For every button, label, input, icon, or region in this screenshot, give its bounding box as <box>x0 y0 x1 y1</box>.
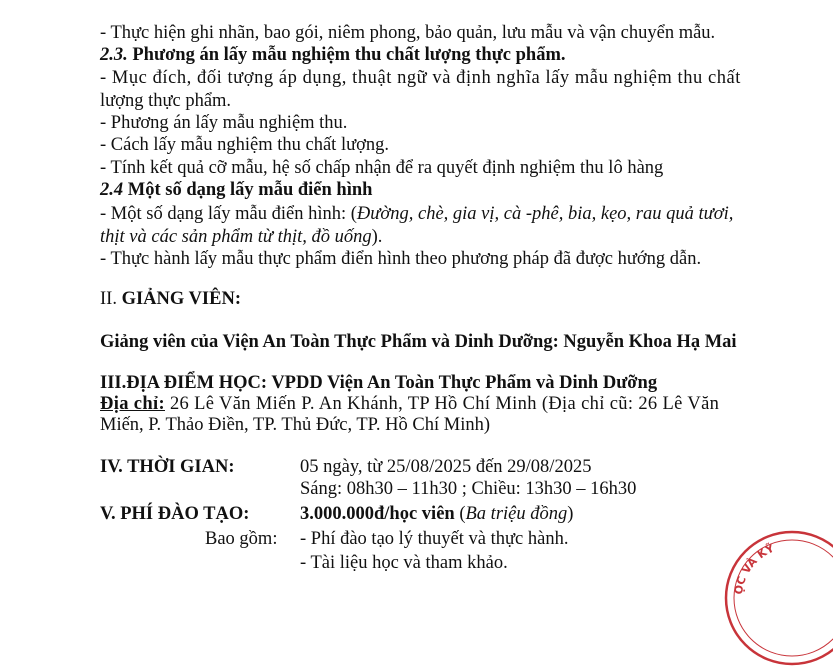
section-2-3-title: Phương án lấy mẫu nghiệm thu chất lượng thực phẩm. <box>132 45 566 65</box>
section-2-3-heading <box>100 44 566 66</box>
section-4-dates: 05 ngày, từ 25/08/2025 đến 29/08/2025 <box>300 457 592 477</box>
section-2-4-number: 2.4 <box>100 180 124 200</box>
fee-in-words: Ba triệu đồng <box>465 504 568 524</box>
bullet-sampling-method: - Cách lấy mẫu nghiệm thu chất lượng. <box>100 135 390 155</box>
section-2-title: GIẢNG VIÊN: <box>121 289 241 309</box>
section-4-hours: Sáng: 08h30 – 11h30 ; Chiều: 13h30 – 16h30 <box>300 479 637 499</box>
address-line1 <box>100 393 719 415</box>
section-2-4-heading <box>100 179 372 201</box>
bullet-typical-forms-line1 <box>100 203 733 225</box>
svg-text:ỌC VÀ KỸ <box>732 541 777 595</box>
bullet-sample-size: - Tính kết quả cỡ mẫu, hệ số chấp nhận để ra quyết định nghiệm thu lô hàng <box>100 158 664 178</box>
section-2-number: II. <box>100 289 117 309</box>
lecturer-line: Giảng viên của Viện An Toàn Thực Phẩm và Dinh Dưỡng: Nguyễn Khoa Hạ Mai <box>100 332 737 352</box>
address-label: Địa chỉ: <box>100 394 165 414</box>
includes-item-materials: - Tài liệu học và tham khảo. <box>300 553 508 573</box>
section-2-heading <box>100 288 241 310</box>
typical-forms-list-cont: thịt và các sản phẩm từ thịt, đồ uống <box>100 227 372 247</box>
typical-forms-prefix: - Một số dạng lấy mẫu điển hình: ( <box>100 204 357 224</box>
stamp-arc-text: ỌC VÀ KỸ <box>732 541 777 596</box>
bullet-labeling: - Thực hiện ghi nhãn, bao gói, niêm phong, bảo quản, lưu mẫu và vận chuyển mẫu. <box>100 23 716 43</box>
section-4-label: IV. THỜI GIAN: <box>100 457 235 477</box>
bullet-typical-forms-line2 <box>100 226 382 248</box>
bullet-sampling-plan: - Phương án lấy mẫu nghiệm thu. <box>100 113 348 133</box>
bullet-practice: - Thực hành lấy mẫu thực phẩm điển hình theo phương pháp đã được hướng dẫn. <box>100 249 702 269</box>
section-3-heading: III.ĐỊA ĐIỂM HỌC: VPDD Viện An Toàn Thực Phẩm và Dinh Dưỡng <box>100 373 658 393</box>
bullet-purpose-line2: lượng thực phẩm. <box>100 91 232 111</box>
typical-forms-list: Đường, chè, gia vị, cà -phê, bia, kẹo, rau quả tươi, <box>356 204 734 224</box>
fee-amount: 3.000.000đ/học viên <box>300 504 455 524</box>
address-line2: Miến, P. Thảo Điền, TP. Thủ Đức, TP. Hồ Chí Minh) <box>100 415 490 435</box>
typical-forms-suffix: ). <box>371 227 383 247</box>
section-5-label: V. PHÍ ĐÀO TẠO: <box>100 504 250 524</box>
section-2-4-title: Một số dạng lấy mẫu điển hình <box>127 180 373 200</box>
section-2-3-number: 2.3. <box>100 45 128 65</box>
includes-label: Bao gồm: <box>205 529 278 549</box>
stamp-seal-icon <box>722 528 833 668</box>
bullet-purpose-line1: - Mục đích, đối tượng áp dụng, thuật ngữ và định nghĩa lấy mẫu nghiệm thu chất <box>100 68 741 88</box>
address-value: 26 Lê Văn Miến P. An Khánh, TP Hồ Chí Minh (Địa chỉ cũ: 26 Lê Văn <box>164 394 720 414</box>
fee-value: 3.000.000đ/học viên (Ba triệu đồng) <box>300 504 574 524</box>
includes-item-training: - Phí đào tạo lý thuyết và thực hành. <box>300 529 569 549</box>
